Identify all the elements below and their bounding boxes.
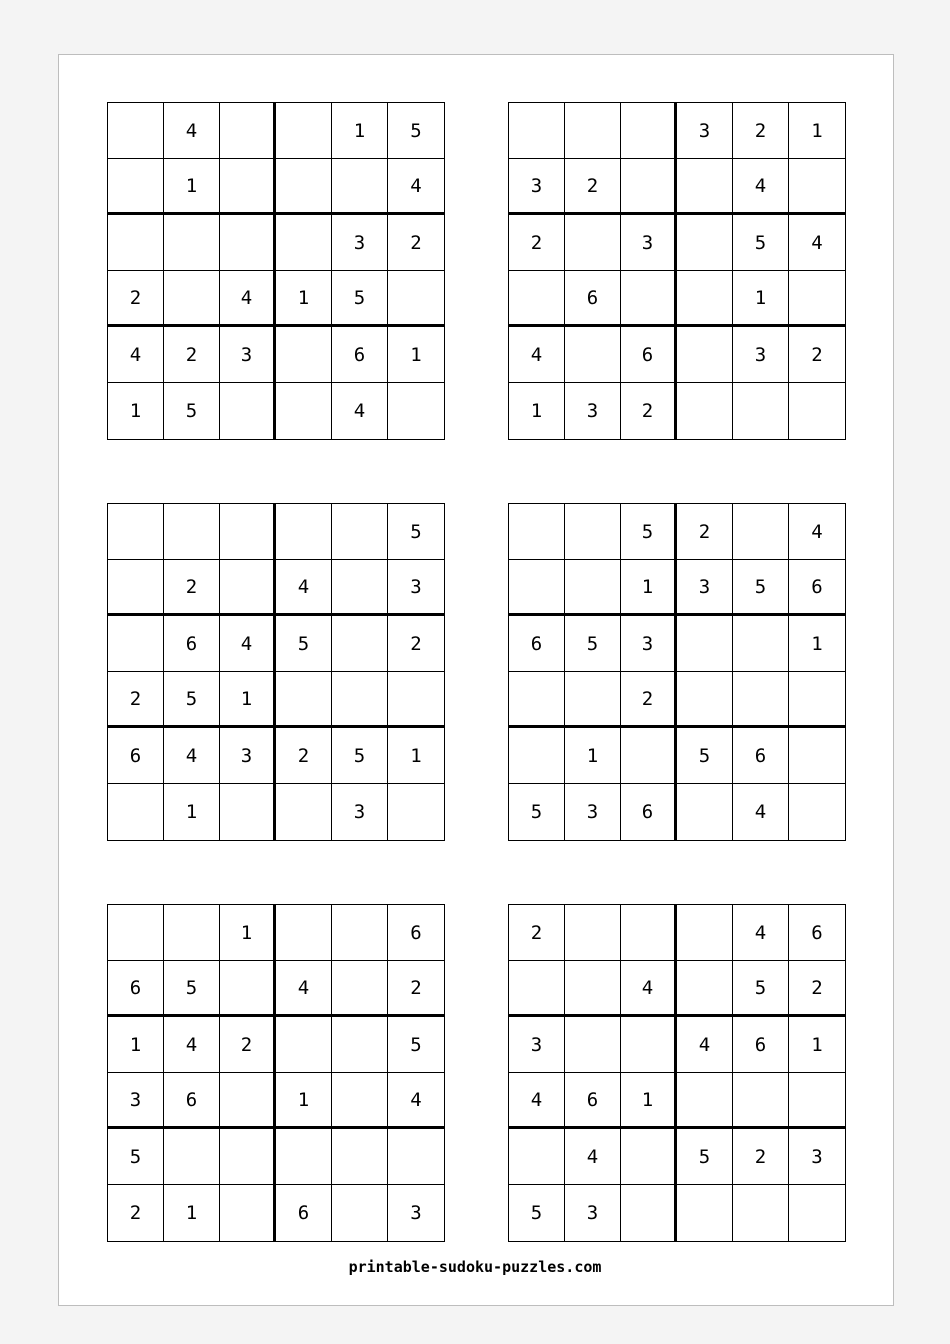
empty-cell[interactable] xyxy=(220,1129,276,1185)
given-cell: 6 xyxy=(565,271,621,327)
empty-cell[interactable] xyxy=(220,103,276,159)
given-cell: 4 xyxy=(388,159,444,215)
given-cell: 6 xyxy=(789,905,845,961)
empty-cell[interactable] xyxy=(164,215,220,271)
given-cell: 1 xyxy=(276,1073,332,1129)
empty-cell[interactable] xyxy=(621,103,677,159)
given-cell: 1 xyxy=(388,728,444,784)
given-cell: 2 xyxy=(108,271,164,327)
given-cell: 5 xyxy=(621,504,677,560)
given-cell: 1 xyxy=(789,616,845,672)
empty-cell[interactable] xyxy=(332,1017,388,1073)
empty-cell[interactable] xyxy=(677,215,733,271)
given-cell: 3 xyxy=(220,728,276,784)
given-cell: 4 xyxy=(108,327,164,383)
empty-cell[interactable] xyxy=(220,1185,276,1241)
empty-cell[interactable] xyxy=(677,961,733,1017)
empty-cell[interactable] xyxy=(108,905,164,961)
empty-cell[interactable] xyxy=(621,1185,677,1241)
empty-cell[interactable] xyxy=(108,159,164,215)
empty-cell[interactable] xyxy=(565,672,621,728)
empty-cell[interactable] xyxy=(565,961,621,1017)
empty-cell[interactable] xyxy=(332,560,388,616)
given-cell: 5 xyxy=(332,271,388,327)
given-cell: 1 xyxy=(388,327,444,383)
empty-cell[interactable] xyxy=(677,159,733,215)
given-cell: 4 xyxy=(332,383,388,439)
empty-cell[interactable] xyxy=(789,159,845,215)
given-cell: 5 xyxy=(733,215,789,271)
empty-cell[interactable] xyxy=(565,327,621,383)
empty-cell[interactable] xyxy=(388,383,444,439)
given-cell: 5 xyxy=(677,728,733,784)
given-cell: 1 xyxy=(164,159,220,215)
given-cell: 6 xyxy=(332,327,388,383)
given-cell: 4 xyxy=(164,103,220,159)
given-cell: 5 xyxy=(677,1129,733,1185)
empty-cell[interactable] xyxy=(220,159,276,215)
given-cell: 6 xyxy=(621,784,677,840)
given-cell: 2 xyxy=(388,616,444,672)
given-cell: 1 xyxy=(276,271,332,327)
given-cell: 1 xyxy=(164,784,220,840)
sudoku-grid-4 xyxy=(508,503,846,841)
empty-cell[interactable] xyxy=(276,1129,332,1185)
empty-cell[interactable] xyxy=(565,504,621,560)
empty-cell[interactable] xyxy=(677,616,733,672)
given-cell: 1 xyxy=(220,672,276,728)
given-cell: 5 xyxy=(509,784,565,840)
empty-cell[interactable] xyxy=(677,672,733,728)
given-cell: 5 xyxy=(276,616,332,672)
given-cell: 5 xyxy=(108,1129,164,1185)
given-cell: 4 xyxy=(733,905,789,961)
empty-cell[interactable] xyxy=(677,905,733,961)
given-cell: 2 xyxy=(733,1129,789,1185)
given-cell: 6 xyxy=(388,905,444,961)
empty-cell[interactable] xyxy=(164,1129,220,1185)
empty-cell[interactable] xyxy=(565,560,621,616)
empty-cell[interactable] xyxy=(733,672,789,728)
given-cell: 4 xyxy=(164,728,220,784)
given-cell: 2 xyxy=(220,1017,276,1073)
given-cell: 6 xyxy=(108,961,164,1017)
footer-site-url: printable-sudoku-puzzles.com xyxy=(348,1258,602,1276)
empty-cell[interactable] xyxy=(220,784,276,840)
given-cell: 2 xyxy=(733,103,789,159)
given-cell: 4 xyxy=(276,961,332,1017)
given-cell: 3 xyxy=(565,784,621,840)
empty-cell[interactable] xyxy=(509,961,565,1017)
given-cell: 1 xyxy=(789,1017,845,1073)
empty-cell[interactable] xyxy=(789,1073,845,1129)
empty-cell[interactable] xyxy=(621,905,677,961)
given-cell: 3 xyxy=(332,784,388,840)
empty-cell[interactable] xyxy=(164,905,220,961)
empty-cell[interactable] xyxy=(733,504,789,560)
given-cell: 4 xyxy=(733,784,789,840)
given-cell: 5 xyxy=(733,961,789,1017)
given-cell: 3 xyxy=(677,103,733,159)
given-cell: 5 xyxy=(164,383,220,439)
given-cell: 6 xyxy=(164,616,220,672)
empty-cell[interactable] xyxy=(621,271,677,327)
given-cell: 2 xyxy=(509,215,565,271)
empty-cell[interactable] xyxy=(621,1129,677,1185)
given-cell: 3 xyxy=(332,215,388,271)
empty-cell[interactable] xyxy=(164,271,220,327)
sudoku-grid-1 xyxy=(107,102,445,440)
empty-cell[interactable] xyxy=(789,383,845,439)
given-cell: 1 xyxy=(733,271,789,327)
given-cell: 2 xyxy=(164,327,220,383)
given-cell: 1 xyxy=(108,1017,164,1073)
given-cell: 6 xyxy=(108,728,164,784)
empty-cell[interactable] xyxy=(220,961,276,1017)
empty-cell[interactable] xyxy=(108,504,164,560)
given-cell: 1 xyxy=(621,1073,677,1129)
given-cell: 4 xyxy=(220,616,276,672)
empty-cell[interactable] xyxy=(565,215,621,271)
given-cell: 4 xyxy=(388,1073,444,1129)
empty-cell[interactable] xyxy=(733,1073,789,1129)
given-cell: 2 xyxy=(621,383,677,439)
given-cell: 4 xyxy=(565,1129,621,1185)
empty-cell[interactable] xyxy=(677,271,733,327)
given-cell: 2 xyxy=(565,159,621,215)
given-cell: 1 xyxy=(621,560,677,616)
given-cell: 3 xyxy=(220,327,276,383)
empty-cell[interactable] xyxy=(332,961,388,1017)
empty-cell[interactable] xyxy=(621,159,677,215)
given-cell: 6 xyxy=(509,616,565,672)
empty-cell[interactable] xyxy=(332,616,388,672)
sudoku-grid-5 xyxy=(107,904,445,1242)
empty-cell[interactable] xyxy=(220,504,276,560)
given-cell: 2 xyxy=(388,961,444,1017)
given-cell: 2 xyxy=(276,728,332,784)
empty-cell[interactable] xyxy=(332,672,388,728)
given-cell: 4 xyxy=(733,159,789,215)
empty-cell[interactable] xyxy=(789,672,845,728)
given-cell: 5 xyxy=(332,728,388,784)
empty-cell[interactable] xyxy=(276,672,332,728)
given-cell: 1 xyxy=(164,1185,220,1241)
given-cell: 3 xyxy=(621,616,677,672)
empty-cell[interactable] xyxy=(509,504,565,560)
empty-cell[interactable] xyxy=(388,784,444,840)
empty-cell[interactable] xyxy=(677,1185,733,1241)
given-cell: 6 xyxy=(164,1073,220,1129)
given-cell: 4 xyxy=(789,504,845,560)
given-cell: 5 xyxy=(164,672,220,728)
given-cell: 2 xyxy=(108,1185,164,1241)
empty-cell[interactable] xyxy=(276,504,332,560)
given-cell: 4 xyxy=(220,271,276,327)
empty-cell[interactable] xyxy=(565,1017,621,1073)
given-cell: 6 xyxy=(565,1073,621,1129)
given-cell: 2 xyxy=(789,327,845,383)
empty-cell[interactable] xyxy=(332,1073,388,1129)
given-cell: 2 xyxy=(108,672,164,728)
given-cell: 5 xyxy=(733,560,789,616)
given-cell: 2 xyxy=(677,504,733,560)
empty-cell[interactable] xyxy=(332,1185,388,1241)
given-cell: 3 xyxy=(621,215,677,271)
given-cell: 2 xyxy=(509,905,565,961)
sudoku-grid-3 xyxy=(107,503,445,841)
given-cell: 6 xyxy=(621,327,677,383)
empty-cell[interactable] xyxy=(509,728,565,784)
given-cell: 6 xyxy=(733,728,789,784)
given-cell: 1 xyxy=(565,728,621,784)
empty-cell[interactable] xyxy=(276,905,332,961)
empty-cell[interactable] xyxy=(388,271,444,327)
given-cell: 1 xyxy=(789,103,845,159)
given-cell: 5 xyxy=(388,1017,444,1073)
empty-cell[interactable] xyxy=(108,616,164,672)
empty-cell[interactable] xyxy=(509,103,565,159)
given-cell: 2 xyxy=(789,961,845,1017)
given-cell: 5 xyxy=(388,103,444,159)
given-cell: 4 xyxy=(621,961,677,1017)
given-cell: 3 xyxy=(509,159,565,215)
given-cell: 6 xyxy=(733,1017,789,1073)
empty-cell[interactable] xyxy=(220,560,276,616)
given-cell: 3 xyxy=(565,1185,621,1241)
empty-cell[interactable] xyxy=(509,271,565,327)
given-cell: 6 xyxy=(276,1185,332,1241)
empty-cell[interactable] xyxy=(108,784,164,840)
given-cell: 3 xyxy=(108,1073,164,1129)
given-cell: 6 xyxy=(789,560,845,616)
empty-cell[interactable] xyxy=(677,784,733,840)
given-cell: 3 xyxy=(677,560,733,616)
given-cell: 4 xyxy=(276,560,332,616)
empty-cell[interactable] xyxy=(621,728,677,784)
empty-cell[interactable] xyxy=(565,103,621,159)
empty-cell[interactable] xyxy=(332,159,388,215)
given-cell: 4 xyxy=(509,327,565,383)
empty-cell[interactable] xyxy=(276,159,332,215)
empty-cell[interactable] xyxy=(677,1073,733,1129)
empty-cell[interactable] xyxy=(332,905,388,961)
given-cell: 3 xyxy=(388,560,444,616)
empty-cell[interactable] xyxy=(108,215,164,271)
given-cell: 5 xyxy=(388,504,444,560)
empty-cell[interactable] xyxy=(220,215,276,271)
given-cell: 3 xyxy=(410,1202,422,1224)
empty-cell[interactable] xyxy=(509,1129,565,1185)
given-cell: 5 xyxy=(509,1185,565,1241)
empty-cell[interactable] xyxy=(108,560,164,616)
sudoku-grid-6 xyxy=(508,904,846,1242)
empty-cell[interactable] xyxy=(108,103,164,159)
empty-cell[interactable] xyxy=(733,616,789,672)
empty-cell[interactable] xyxy=(276,215,332,271)
empty-cell[interactable] xyxy=(388,1129,444,1185)
given-cell: 3 xyxy=(509,1017,565,1073)
empty-cell[interactable] xyxy=(509,672,565,728)
given-cell: 3 xyxy=(565,383,621,439)
given-cell: 5 xyxy=(164,961,220,1017)
given-cell: 1 xyxy=(332,103,388,159)
given-cell: 4 xyxy=(164,1017,220,1073)
empty-cell[interactable] xyxy=(220,383,276,439)
empty-cell[interactable] xyxy=(733,383,789,439)
given-cell: 5 xyxy=(565,616,621,672)
empty-cell[interactable] xyxy=(621,1017,677,1073)
empty-cell[interactable] xyxy=(164,504,220,560)
empty-cell[interactable] xyxy=(276,383,332,439)
empty-cell[interactable] xyxy=(565,905,621,961)
given-cell: 4 xyxy=(677,1017,733,1073)
empty-cell[interactable] xyxy=(789,1185,845,1241)
given-cell: 1 xyxy=(509,383,565,439)
empty-cell[interactable] xyxy=(276,784,332,840)
given-cell: 3 xyxy=(733,327,789,383)
empty-cell[interactable] xyxy=(332,504,388,560)
given-cell: 1 xyxy=(220,905,276,961)
given-cell: 4 xyxy=(789,215,845,271)
empty-cell[interactable] xyxy=(388,672,444,728)
empty-cell[interactable] xyxy=(220,1073,276,1129)
empty-cell[interactable] xyxy=(276,1017,332,1073)
empty-cell[interactable] xyxy=(677,327,733,383)
given-cell: 4 xyxy=(509,1073,565,1129)
empty-cell[interactable] xyxy=(509,560,565,616)
given-cell: 3 xyxy=(789,1129,845,1185)
empty-cell[interactable] xyxy=(789,271,845,327)
empty-cell[interactable] xyxy=(789,784,845,840)
empty-cell[interactable] xyxy=(677,383,733,439)
given-cell: 1 xyxy=(108,383,164,439)
given-cell: 2 xyxy=(164,560,220,616)
given-cell: 2 xyxy=(388,215,444,271)
empty-cell[interactable] xyxy=(276,103,332,159)
given-cell: 2 xyxy=(621,672,677,728)
empty-cell[interactable] xyxy=(332,1129,388,1185)
empty-cell[interactable] xyxy=(789,728,845,784)
sudoku-grid-2 xyxy=(508,102,846,440)
empty-cell[interactable] xyxy=(733,1185,789,1241)
empty-cell[interactable] xyxy=(276,327,332,383)
